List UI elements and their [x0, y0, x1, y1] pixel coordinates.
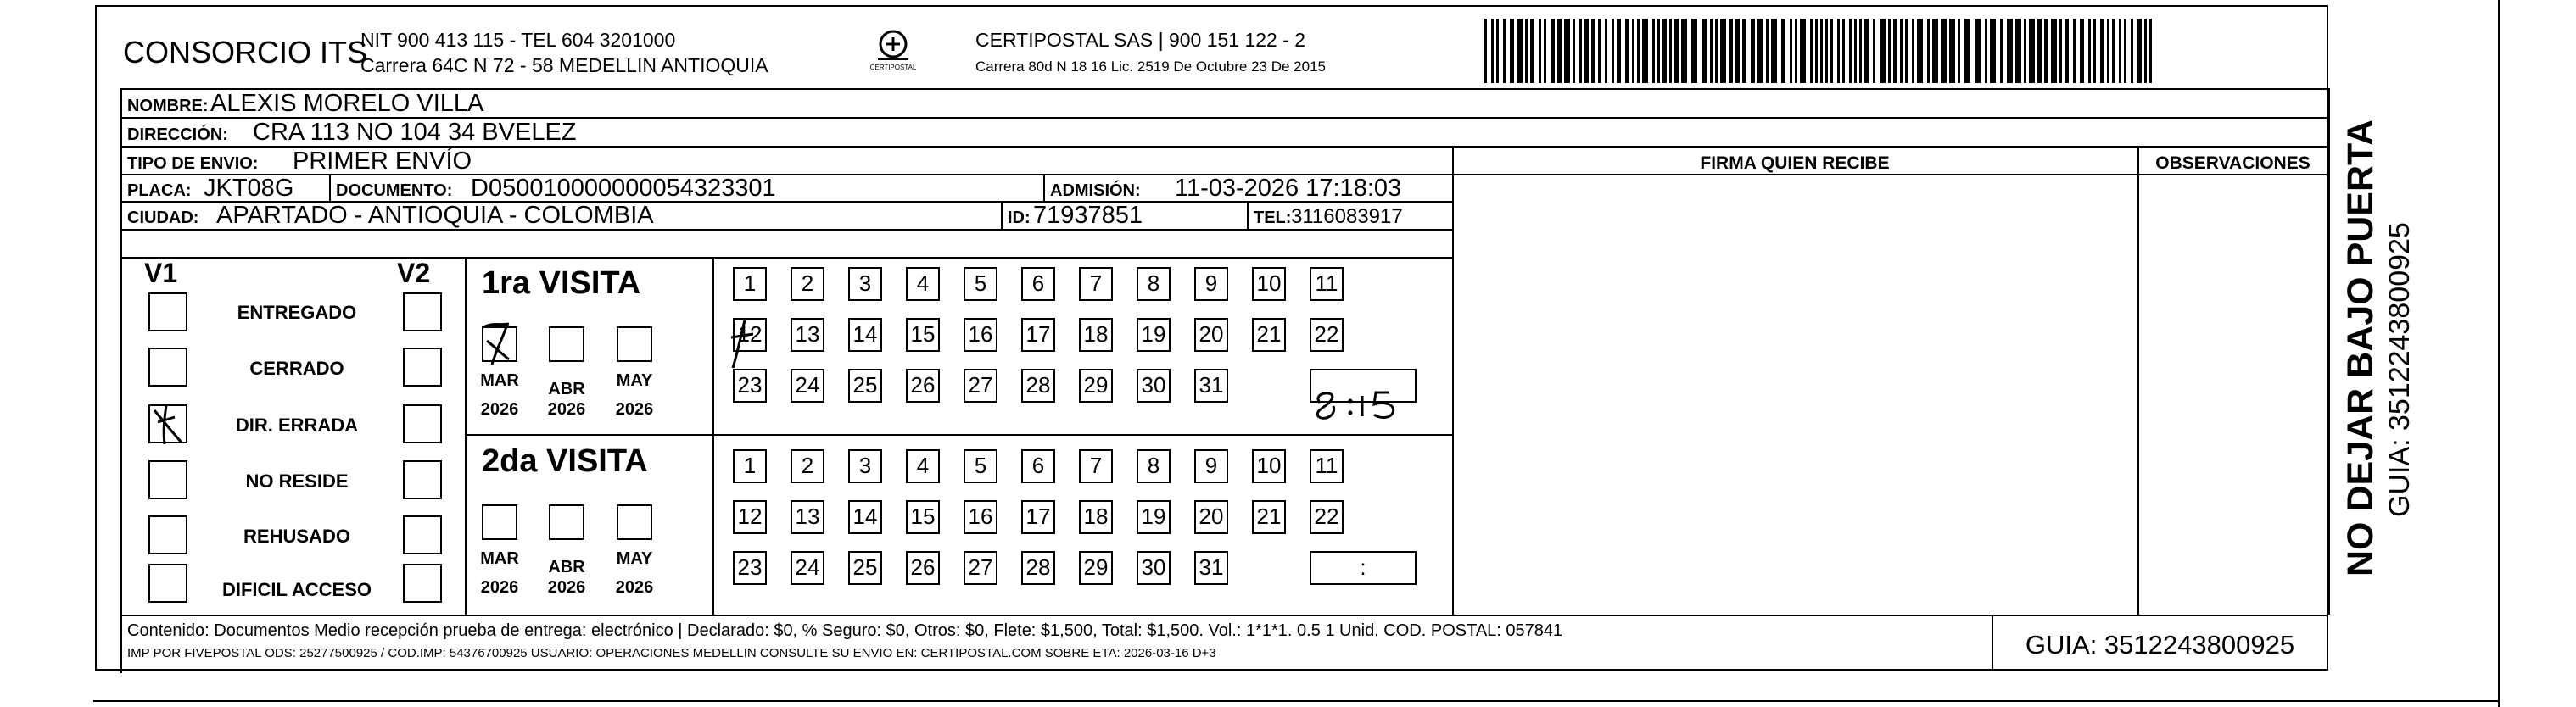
barcode-bar: [1642, 19, 1648, 83]
first-visit-month-may: MAY: [616, 371, 653, 390]
barcode-bar: [1800, 19, 1806, 83]
second-visit-day-9[interactable]: 9: [1194, 449, 1228, 483]
barcode-bar: [1888, 19, 1891, 83]
option-cerrado: CERRADO: [249, 358, 344, 379]
barcode-bar: [1941, 19, 1947, 83]
cell-divider: [1247, 201, 1249, 229]
barcode-bar: [2107, 19, 2109, 83]
barcode-bar: [1598, 19, 1601, 83]
admission-label: ADMISIÓN:: [1050, 181, 1141, 200]
barcode-bar: [1790, 19, 1792, 83]
second-visit-may-checkbox[interactable]: [617, 504, 652, 540]
second-visit-day-18[interactable]: 18: [1079, 500, 1113, 534]
barcode-bar: [1715, 19, 1718, 83]
carrier-address: Carrera 80d N 18 16 Lic. 2519 De Octubre 23 De 2015: [975, 58, 1326, 75]
barcode-bar: [2137, 19, 2142, 83]
cell-divider: [1001, 201, 1003, 229]
first-visit-may-checkbox[interactable]: [617, 326, 652, 362]
type-label: TIPO DE ENVIO:: [127, 154, 259, 173]
barcode-bar: [1625, 19, 1629, 83]
barcode-bar: [1632, 19, 1634, 83]
barcode-bar: [1990, 19, 1996, 83]
barcode-bar: [2015, 19, 2021, 83]
page-bottom-border: [93, 700, 2498, 702]
first-visit-day-7[interactable]: 7: [1079, 267, 1113, 301]
barcode-bar: [2093, 19, 2096, 83]
certipostal-logo: [859, 27, 927, 78]
v1-rehusado-checkbox[interactable]: [148, 515, 187, 554]
first-visit-day-28[interactable]: 28: [1021, 369, 1055, 403]
right-frame-line: [2328, 88, 2330, 615]
barcode-bar: [1710, 19, 1713, 83]
first-visit-year-abr: 2026: [547, 400, 586, 419]
first-visit-day-24[interactable]: 24: [791, 369, 824, 403]
v1-label: V1: [144, 258, 178, 288]
signature-area[interactable]: [1454, 174, 2137, 615]
second-visit-day-24[interactable]: 24: [791, 551, 824, 585]
first-visit-day-27[interactable]: 27: [964, 369, 997, 403]
barcode-bar: [1815, 19, 1818, 83]
first-visit-day-4[interactable]: 4: [906, 267, 940, 301]
second-visit-day-12[interactable]: 12: [733, 500, 767, 534]
barcode-bar: [1525, 19, 1528, 83]
left-frame-line: [120, 88, 122, 673]
second-visit-day-23[interactable]: 23: [733, 551, 767, 585]
barcode-bar: [1985, 19, 1987, 83]
admission-value: 11-03-2026 17:18:03: [1175, 175, 1402, 202]
second-visit-day-25[interactable]: 25: [848, 551, 882, 585]
document-label: DOCUMENTO:: [336, 181, 453, 200]
barcode-bar: [1917, 19, 1923, 83]
barcode-bar: [1757, 19, 1763, 83]
barcode-bar: [1612, 19, 1614, 83]
barcode-bar: [1830, 19, 1833, 83]
barcode-bar: [1958, 19, 1960, 83]
barcode-bar: [1837, 19, 1840, 83]
barcode-bar: [1557, 19, 1562, 83]
months-divider: [712, 257, 714, 615]
second-visit-day-14[interactable]: 14: [848, 500, 882, 534]
v2-cerrado-checkbox[interactable]: [403, 348, 442, 387]
barcode-bar: [1880, 19, 1886, 83]
option-rehusado: REHUSADO: [243, 526, 350, 547]
barcode-bar: [1637, 19, 1640, 83]
options-divider: [465, 257, 467, 615]
first-visit-year-may: 2026: [615, 400, 654, 419]
name-label: NOMBRE:: [127, 97, 209, 115]
barcode-bar: [1900, 19, 1903, 83]
barcode-bar: [1751, 19, 1755, 83]
city-label: CIUDAD:: [127, 209, 199, 227]
barcode: [1484, 19, 2159, 83]
barcode-bar: [1510, 19, 1514, 83]
tel-label: TEL:: [1254, 209, 1292, 227]
barcode-bar: [1605, 19, 1607, 83]
barcode-bar: [2065, 19, 2069, 83]
observations-area[interactable]: [2139, 174, 2328, 615]
city-value: APARTADO - ANTIOQUIA - COLOMBIA: [216, 202, 654, 229]
first-visit-day-3[interactable]: 3: [848, 267, 882, 301]
barcode-bar: [1584, 19, 1589, 83]
second-visit-day-27[interactable]: 27: [964, 551, 997, 585]
first-visit-day-5[interactable]: 5: [964, 267, 997, 301]
footer-guia: GUIA: 3512243800925: [2025, 630, 2295, 660]
cell-divider: [329, 174, 331, 201]
id-label: ID:: [1008, 209, 1031, 227]
v1-no-reside-checkbox[interactable]: [148, 460, 187, 499]
v1-dir-errada-check-mark: [144, 398, 193, 449]
second-visit-day-7[interactable]: 7: [1079, 449, 1113, 483]
barcode-bar: [2000, 19, 2003, 83]
barcode-bar: [1932, 19, 1938, 83]
barcode-bar: [1729, 19, 1733, 83]
first-visit-day-9[interactable]: 9: [1194, 267, 1228, 301]
page-right-border: [2498, 0, 2500, 707]
second-visit-day-5[interactable]: 5: [964, 449, 997, 483]
first-visit-day-17[interactable]: 17: [1021, 318, 1055, 352]
barcode-bar: [1949, 19, 1955, 83]
v2-no-reside-checkbox[interactable]: [403, 460, 442, 499]
second-visit-year-abr: 2026: [547, 578, 586, 597]
v1-cerrado-checkbox[interactable]: [148, 348, 187, 387]
first-visit-day-13[interactable]: 13: [791, 318, 824, 352]
barcode-bar: [1674, 19, 1679, 83]
barcode-bar: [1795, 19, 1797, 83]
barcode-bar: [1720, 19, 1726, 83]
barcode-bar: [1517, 19, 1523, 83]
first-visit-day-30[interactable]: 30: [1137, 369, 1171, 403]
barcode-bar: [1912, 19, 1914, 83]
barcode-bar: [1849, 19, 1852, 83]
first-visit-month-abr: ABR: [548, 380, 585, 398]
second-visit-day-28[interactable]: 28: [1021, 551, 1055, 585]
barcode-bar: [1859, 19, 1862, 83]
footer-content: Contenido: Documentos Medio recepción prueba de entrega: electrónico | Declarado: $0, % Seguro: $0, Otros: $0, Flete: $1,500, Total: $1,500. Vol.: 1*1*1. 0.5 1 Unid. COD. POSTAL: 057841: [127, 621, 1563, 640]
v1-entregado-checkbox[interactable]: [148, 292, 187, 331]
barcode-bar: [1873, 19, 1875, 83]
first-visit-day-2[interactable]: 2: [791, 267, 824, 301]
second-visit-title: 2da VISITA: [482, 443, 648, 479]
first-visit-year-mar: 2026: [480, 400, 519, 419]
barcode-bar: [1975, 19, 1981, 83]
plate-label: PLACA:: [127, 181, 192, 200]
second-visit-day-3[interactable]: 3: [848, 449, 882, 483]
barcode-bar: [1691, 19, 1697, 83]
barcode-bar: [1810, 19, 1813, 83]
visit-divider: [465, 434, 1452, 436]
company-name: CONSORCIO ITS: [123, 35, 368, 70]
first-visit-day-11[interactable]: 11: [1310, 267, 1344, 301]
barcode-bar: [1854, 19, 1857, 83]
first-visit-day-22[interactable]: 22: [1310, 318, 1344, 352]
barcode-bar: [2007, 19, 2013, 83]
company-address: Carrera 64C N 72 - 58 MEDELLIN ANTIOQUIA: [360, 54, 768, 76]
row-line: [120, 229, 1452, 231]
second-visit-abr-checkbox[interactable]: [549, 504, 584, 540]
v2-rehusado-checkbox[interactable]: [403, 515, 442, 554]
second-visit-day-19[interactable]: 19: [1137, 500, 1171, 534]
side-warning: NO DEJAR BAJO PUERTA: [2340, 119, 2381, 576]
barcode-bar: [1530, 19, 1534, 83]
barcode-bar: [1771, 19, 1777, 83]
second-visit-day-1[interactable]: 1: [733, 449, 767, 483]
barcode-bar: [1617, 19, 1621, 83]
barcode-bar: [2119, 19, 2121, 83]
barcode-bar: [1681, 19, 1687, 83]
second-visit-day-30[interactable]: 30: [1137, 551, 1171, 585]
barcode-bar: [1579, 19, 1582, 83]
second-visit-month-abr: ABR: [548, 558, 585, 576]
row-line: [120, 615, 2328, 616]
row-line: [120, 257, 1452, 259]
barcode-bar: [1503, 19, 1506, 83]
recipient-address: CRA 113 NO 104 34 BVELEZ: [253, 119, 577, 146]
barcode-bar: [2037, 19, 2042, 83]
first-visit-title: 1ra VISITA: [482, 265, 641, 301]
second-visit-month-may: MAY: [616, 549, 653, 568]
v2-dificil-acceso-checkbox[interactable]: [403, 564, 442, 603]
second-visit-day-6[interactable]: 6: [1021, 449, 1055, 483]
option-no-reside: NO RESIDE: [245, 470, 349, 492]
shipment-type: PRIMER ENVÍO: [293, 148, 472, 175]
barcode-bar: [2100, 19, 2104, 83]
barcode-bar: [1735, 19, 1740, 83]
barcode-bar: [1544, 19, 1546, 83]
second-visit-day-21[interactable]: 21: [1252, 500, 1286, 534]
plate-value: JKT08G: [204, 175, 294, 202]
barcode-bar: [2149, 19, 2152, 83]
second-visit-year-mar: 2026: [480, 578, 519, 597]
barcode-bar: [1702, 19, 1707, 83]
barcode-bar: [1964, 19, 1970, 83]
barcode-bar: [1591, 19, 1595, 83]
first-visit-day-21[interactable]: 21: [1252, 318, 1286, 352]
second-visit-time-box[interactable]: :: [1310, 551, 1417, 585]
first-visit-day-26[interactable]: 26: [906, 369, 940, 403]
barcode-bar: [2144, 19, 2147, 83]
barcode-bar: [1927, 19, 1930, 83]
first-visit-mar-check-mark: [475, 315, 526, 368]
second-visit-month-mar: MAR: [480, 549, 519, 568]
barcode-bar: [1484, 19, 1487, 83]
first-visit-day-23[interactable]: 23: [733, 369, 767, 403]
barcode-bar: [1662, 19, 1667, 83]
barcode-bar: [1905, 19, 1908, 83]
barcode-bar: [2124, 19, 2126, 83]
option-dificil-acceso: DIFICIL ACCESO: [221, 579, 372, 600]
recipient-name: ALEXIS MORELO VILLA: [210, 90, 484, 117]
barcode-bar: [1864, 19, 1869, 83]
barcode-bar: [1842, 19, 1845, 83]
barcode-bar: [1820, 19, 1823, 83]
barcode-bar: [1539, 19, 1541, 83]
barcode-bar: [1573, 19, 1575, 83]
second-visit-day-8[interactable]: 8: [1137, 449, 1171, 483]
address-label: DIRECCIÓN:: [127, 125, 228, 144]
barcode-bar: [1825, 19, 1828, 83]
logo-caption: CERTIPOSTAL: [869, 64, 917, 71]
option-entregado: ENTREGADO: [237, 302, 357, 323]
second-visit-day-4[interactable]: 4: [906, 449, 940, 483]
barcode-bar: [1652, 19, 1655, 83]
first-visit-abr-checkbox[interactable]: [549, 326, 584, 362]
barcode-bar: [2073, 19, 2076, 83]
second-visit-day-31[interactable]: 31: [1194, 551, 1228, 585]
barcode-bar: [2044, 19, 2048, 83]
second-visit-day-29[interactable]: 29: [1079, 551, 1113, 585]
option-dir-errada: DIR. ERRADA: [235, 415, 359, 436]
barcode-bar: [2112, 19, 2115, 83]
certipostal-logo-icon: [859, 27, 927, 78]
second-visit-day-20[interactable]: 20: [1194, 500, 1228, 534]
v2-label: V2: [397, 258, 431, 288]
barcode-bar: [1564, 19, 1570, 83]
side-guia: GUIA: 3512243800925: [2383, 222, 2416, 517]
v1-dificil-acceso-checkbox[interactable]: [148, 564, 187, 603]
first-visit-day-12[interactable]: 12: [733, 318, 767, 352]
barcode-bar: [2059, 19, 2062, 83]
cell-divider: [1043, 174, 1045, 201]
first-visit-day-15[interactable]: 15: [906, 318, 940, 352]
first-visit-day-31[interactable]: 31: [1194, 369, 1228, 403]
first-visit-day-18[interactable]: 18: [1079, 318, 1113, 352]
barcode-bar: [2051, 19, 2057, 83]
barcode-bar: [1781, 19, 1785, 83]
tel-value: 3116083917: [1291, 205, 1403, 228]
company-nit: NIT 900 413 115 - TEL 604 3201000: [360, 29, 676, 51]
barcode-bar: [2088, 19, 2091, 83]
second-visit-mar-checkbox[interactable]: [482, 504, 517, 540]
second-visit-day-2[interactable]: 2: [791, 449, 824, 483]
v2-dir-errada-checkbox[interactable]: [403, 404, 442, 443]
second-visit-day-22[interactable]: 22: [1310, 500, 1344, 534]
barcode-bar: [1742, 19, 1746, 83]
second-visit-day-10[interactable]: 10: [1252, 449, 1286, 483]
signature-header: FIRMA QUIEN RECIBE: [1700, 153, 1890, 173]
first-visit-day-6[interactable]: 6: [1021, 267, 1055, 301]
second-visit-day-15[interactable]: 15: [906, 500, 940, 534]
barcode-bar: [1766, 19, 1769, 83]
id-value: 71937851: [1033, 202, 1143, 229]
second-visit-day-11[interactable]: 11: [1310, 449, 1344, 483]
first-visit-day-20[interactable]: 20: [1194, 318, 1228, 352]
first-visit-day-19[interactable]: 19: [1137, 318, 1171, 352]
document-value: D050010000000054323301: [471, 175, 776, 202]
second-visit-year-may: 2026: [615, 578, 654, 597]
barcode-bar: [1551, 19, 1555, 83]
v2-entregado-checkbox[interactable]: [403, 292, 442, 331]
first-visit-month-mar: MAR: [480, 371, 519, 390]
carrier-name: CERTIPOSTAL SAS | 900 151 122 - 2: [975, 29, 1306, 51]
barcode-bar: [2080, 19, 2084, 83]
barcode-bar: [1669, 19, 1672, 83]
barcode-bar: [1893, 19, 1897, 83]
barcode-bar: [2029, 19, 2035, 83]
observations-header: OBSERVACIONES: [2155, 153, 2311, 173]
first-visit-day-10[interactable]: 10: [1252, 267, 1286, 301]
footer-print-info: IMP POR FIVEPOSTAL ODS: 25277500925 / COD.IMP: 54376700925 USUARIO: OPERACIONES MEDELLIN CONSULTE SU ENVIO EN: CERTIPOSTAL.COM SOBRE ETA: 2026-03-16 D+3: [127, 646, 1216, 660]
barcode-bar: [1657, 19, 1660, 83]
second-visit-day-16[interactable]: 16: [964, 500, 997, 534]
barcode-bar: [2024, 19, 2026, 83]
barcode-bar: [2131, 19, 2133, 83]
first-visit-day-1[interactable]: 1: [733, 267, 767, 301]
second-visit-day-26[interactable]: 26: [906, 551, 940, 585]
first-visit-day-29[interactable]: 29: [1079, 369, 1113, 403]
second-visit-day-13[interactable]: 13: [791, 500, 824, 534]
barcode-bar: [1496, 19, 1499, 83]
barcode-bar: [1491, 19, 1494, 83]
first-visit-day-12-mark: [719, 317, 767, 371]
first-visit-time-handwriting: [1308, 386, 1415, 421]
first-visit-day-25[interactable]: 25: [848, 369, 882, 403]
first-visit-day-14[interactable]: 14: [848, 318, 882, 352]
first-visit-day-8[interactable]: 8: [1137, 267, 1171, 301]
first-visit-day-16[interactable]: 16: [964, 318, 997, 352]
second-visit-day-17[interactable]: 17: [1021, 500, 1055, 534]
